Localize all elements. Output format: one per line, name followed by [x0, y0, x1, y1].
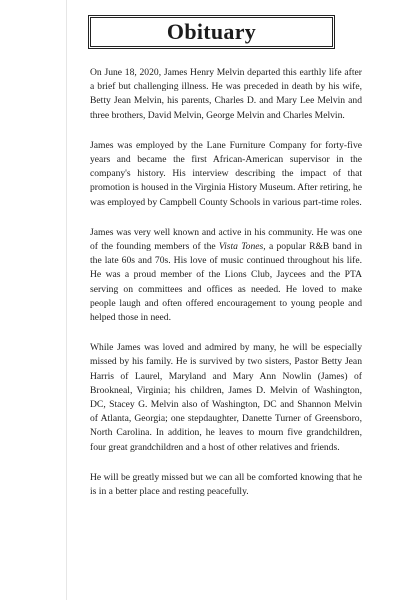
obituary-body: [90, 66, 362, 515]
paragraph-community: [90, 226, 362, 325]
paragraph-career: James was employed by the Lane Furniture Company for forty-five years and became the first African-American supervisor in the company's history. His interview describing the impact of that promotion is housed in the Virginia History Museum. After retiring, he was employed by Campbell County Schools in various part-time roles.: [90, 139, 362, 208]
page-edge-line: [66, 0, 67, 600]
paragraph-community-part-2: , a popular R&B band in the late 60s and 70s. His love of music continued throughout his life. He was a proud member of the Lions Club, Jaycees and the PTA serving on committees and offices as needed. He loved to make people laugh and often offered encouragement to young people and helped those in need.: [90, 241, 363, 324]
paragraph-closing: He will be greatly missed but we can all be comforted knowing that he is in a better place and resting peacefully.: [90, 471, 362, 498]
paragraph-community-part-1: James was very well known and active in his community. He was one of the founding members of the: [90, 226, 362, 253]
paragraph-death-notice: On June 18, 2020, James Henry Melvin departed this earthly life after a brief but challenging illness. He was preceded in death by his wife, Betty Jean Melvin, his parents, Charles D. and Mary Lee Melvin and three brothers, David Melvin, George Melvin and Charles Melvin.: [90, 67, 362, 121]
title-frame: [88, 15, 335, 49]
paragraph-family: While James was loved and admired by many, he will be especially missed by his family. He is survived by two sisters, Pastor Betty Jean Harris of Laurel, Maryland and Mary Ann Nowlin (James) of Brookneal, Virginia; his children, James D. Melvin of Washington, DC, Stacey G. Melvin also of Washington, DC and Shannon Melvin of Atlanta, Georgia; one stepdaughter, Danette Turner of Greensboro, North Carolina. In addition, he leaves to mourn five grandchildren, four great grandchildren and a host of other relatives and friends.: [90, 342, 362, 453]
band-name: Vista Tones: [218, 241, 264, 253]
page-title: Obituary: [166, 19, 257, 44]
